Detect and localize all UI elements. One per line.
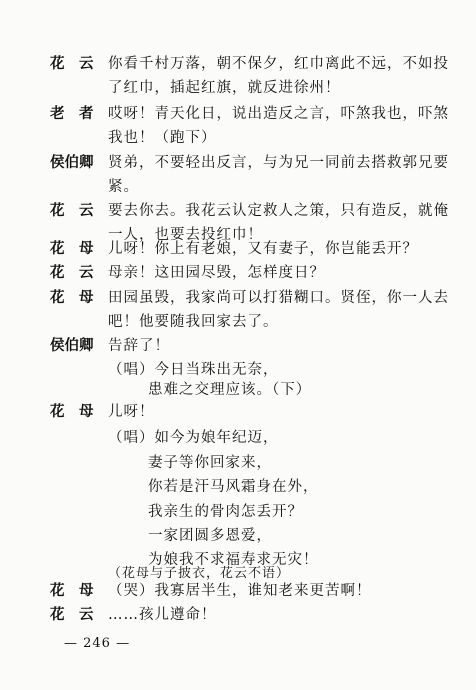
dialogue-line: （哭）我寡居半生，谁知老来更苦啊！	[108, 583, 372, 599]
dialogue-line: 吧！他要随我回家去了。	[108, 314, 279, 330]
dialogue-line: 儿呀！你上有老娘，又有妻子，你岂能丢开？	[108, 241, 418, 257]
speaker-label: 花 母	[50, 582, 94, 599]
speaker-label: 老 者	[50, 105, 94, 122]
song-line: （唱）如今为娘年纪迈，	[108, 430, 279, 446]
speaker-label: 花 母	[50, 240, 94, 257]
song-line: 妻子等你回家来，	[148, 455, 272, 471]
song-line: 患难之交理应该。（下）	[148, 382, 312, 398]
dialogue-line: 要去你去。我花云认定救人之策，只有造反，就俺	[108, 203, 449, 219]
page-number: — 246 —	[64, 636, 131, 651]
speaker-label: 花 云	[50, 202, 94, 219]
speaker-label: 花 母	[50, 403, 94, 420]
speaker-label: 花 云	[50, 55, 94, 72]
speaker-label: 花 母	[50, 289, 94, 306]
speaker-label: 花 云	[50, 606, 94, 623]
dialogue-line: 紧。	[108, 179, 139, 195]
dialogue-line: 一人，也要去投红巾！	[108, 227, 263, 243]
dialogue-line: 了红巾，插起红旗，就反进徐州！	[108, 80, 341, 96]
dialogue-line: 我也！（跑下）	[108, 130, 217, 146]
dialogue-line: 贤弟，不要轻出反言，与为兄一同前去搭救郭兄要	[108, 155, 449, 171]
dialogue-line: 你看千村万落，朝不保夕，红巾离此不远，不如投	[108, 56, 449, 72]
dialogue-line: 田园虽毁，我家尚可以打猎糊口。贤侄，你一人去	[108, 290, 449, 306]
speaker-label: 侯伯卿	[50, 337, 94, 354]
dialogue-line: 告辞了！	[108, 338, 170, 354]
song-line: 为娘我不求福寿求无灾！	[148, 552, 319, 568]
speaker-label: 侯伯卿	[50, 154, 94, 171]
dialogue-line: ……孩儿遵命！	[108, 607, 217, 623]
dialogue-line: 母亲！这田园尽毁，怎样度日？	[108, 265, 325, 281]
dialogue-line: 儿呀！	[108, 404, 155, 420]
song-line: 一家团圆多恩爱，	[148, 528, 272, 544]
dialogue-line: 哎呀！青天化日，说出造反之言，吓煞我也，吓煞	[108, 106, 449, 122]
stage-direction: （花母与子披衣，花云不语）	[108, 566, 291, 581]
song-line: （唱）今日当珠出无奈，	[108, 362, 279, 378]
song-line: 你若是汗马风霜身在外，	[148, 479, 319, 495]
speaker-label: 花 云	[50, 264, 94, 281]
song-line: 我亲生的骨肉怎丢开？	[148, 504, 303, 520]
